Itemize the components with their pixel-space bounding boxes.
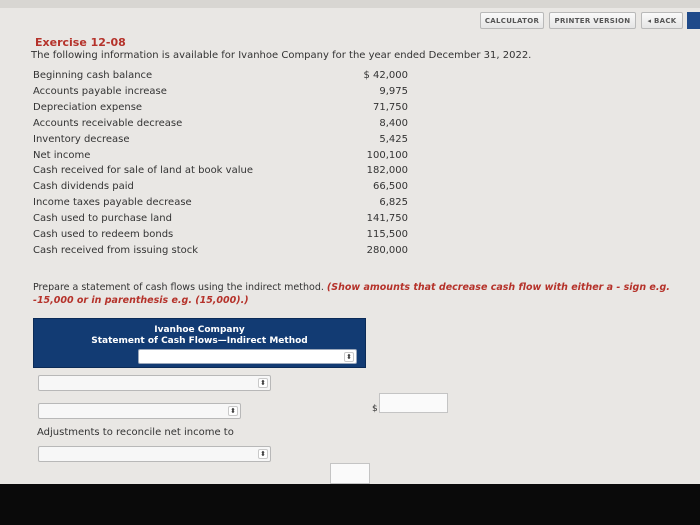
instructions-text: Prepare a statement of cash flows using the indirect method. — [33, 282, 324, 293]
exercise-intro: The following information is available for Ivanhoe Company for the year ended December 31, 2022. — [31, 50, 532, 61]
data-row-label: Income taxes payable decrease — [33, 197, 192, 209]
data-row-label: Inventory decrease — [33, 133, 130, 145]
data-row-value: 115,500 — [366, 229, 408, 240]
net-income-line-select[interactable] — [38, 403, 241, 419]
data-row-label: Cash received for sale of land at book value — [33, 165, 253, 177]
cash-flow-section-select[interactable] — [38, 375, 271, 391]
data-row-value: 6,825 — [379, 197, 408, 209]
data-row — [33, 70, 413, 86]
statement-company: Ivanhoe Company — [154, 325, 245, 335]
data-row — [33, 150, 413, 166]
instructions-note: (Show amounts that decrease cash flow with either a - sign e.g. -15,000 or in parenthesis e.g. (15,000).) — [33, 282, 670, 306]
statement-header — [33, 318, 366, 368]
adjustment-amount-input[interactable] — [330, 463, 370, 484]
statement-period-select[interactable] — [138, 349, 357, 364]
data-row-label: Accounts receivable decrease — [33, 117, 183, 129]
data-row-value: 100,100 — [366, 149, 408, 161]
dollar-sign: $ — [372, 404, 378, 414]
select-arrow-icon: ⬍ — [258, 378, 268, 388]
data-row-value: 9,975 — [379, 85, 408, 97]
data-row-value: $ 42,000 — [363, 70, 408, 81]
data-row-value: 182,000 — [366, 165, 408, 177]
data-row-label: Cash dividends paid — [33, 181, 134, 193]
adjustments-label: Adjustments to reconcile net income to — [37, 427, 234, 438]
data-row-label: Beginning cash balance — [33, 70, 153, 81]
data-row-label: Net income — [33, 149, 91, 161]
data-row-label: Cash used to redeem bonds — [33, 229, 174, 240]
data-row — [33, 102, 413, 118]
calculator-button[interactable]: CALCULATOR — [480, 12, 544, 29]
data-row-value: 66,500 — [373, 181, 408, 193]
data-row — [33, 118, 413, 134]
data-row — [33, 213, 413, 229]
data-row-value: 280,000 — [366, 244, 408, 256]
data-row — [33, 165, 413, 181]
data-row-label: Accounts payable increase — [33, 85, 167, 97]
data-row-label: Cash received from issuing stock — [33, 244, 199, 256]
top-strip — [0, 0, 700, 8]
select-arrow-icon: ⬍ — [258, 449, 268, 459]
data-row — [33, 229, 413, 245]
data-row-value: 141,750 — [366, 213, 408, 225]
net-income-amount-input[interactable] — [379, 393, 448, 413]
data-row-label: Depreciation expense — [33, 101, 143, 113]
select-arrow-icon: ⬍ — [344, 352, 354, 362]
data-row-value: 71,750 — [373, 101, 408, 113]
data-row-label: Cash used to purchase land — [33, 213, 172, 225]
instructions — [33, 281, 673, 307]
data-row — [33, 86, 413, 102]
data-row — [33, 134, 413, 150]
bottom-bezel — [0, 484, 700, 525]
data-row — [33, 181, 413, 197]
data-row — [33, 245, 413, 261]
data-row-value: 5,425 — [379, 133, 408, 145]
adjustment-item-select[interactable] — [38, 446, 271, 462]
back-button[interactable]: ◂ BACK — [641, 12, 683, 29]
data-row-value: 8,400 — [379, 117, 408, 129]
next-button-edge[interactable] — [687, 12, 700, 29]
statement-subtitle: Statement of Cash Flows—Indirect Method — [91, 336, 308, 346]
select-arrow-icon: ⬍ — [228, 406, 238, 416]
data-row — [33, 197, 413, 213]
exercise-title: Exercise 12-08 — [35, 36, 126, 49]
printer-version-button[interactable]: PRINTER VERSION — [549, 12, 636, 29]
